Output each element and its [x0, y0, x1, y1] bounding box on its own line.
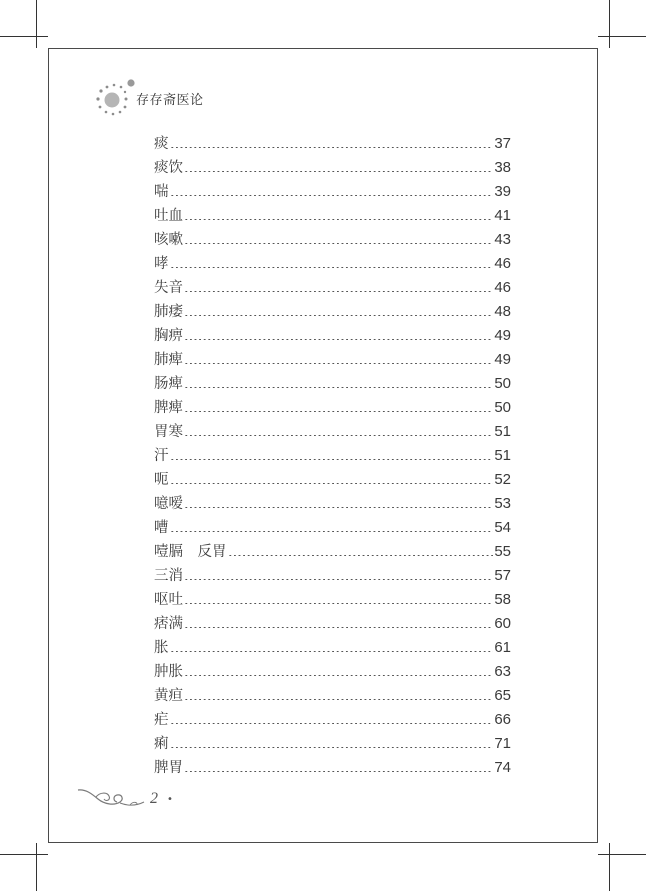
toc-dot-leader	[170, 651, 494, 652]
toc-entry-page: 55	[494, 543, 511, 560]
crop-mark	[609, 0, 610, 48]
toc-dot-leader	[184, 771, 493, 772]
toc-entry-page: 49	[494, 351, 511, 368]
toc-entry-title: 脾胃	[154, 760, 183, 776]
toc-entry-title: 呃	[154, 472, 169, 488]
toc-entry	[154, 516, 511, 540]
toc-entry-page: 49	[494, 327, 511, 344]
toc-entry-page: 71	[494, 735, 511, 752]
toc-dot-leader	[184, 363, 493, 364]
toc-entry-title: 胀	[154, 640, 169, 656]
crop-mark	[609, 843, 610, 891]
toc-entry-title: 胃寒	[154, 424, 183, 440]
toc-entry-title: 痢	[154, 736, 169, 752]
toc-entry-title: 失音	[154, 280, 183, 296]
toc-entry-title: 嘈	[154, 520, 169, 536]
crop-mark	[36, 0, 37, 48]
toc-entry-page: 46	[494, 255, 511, 272]
toc-entry	[154, 636, 511, 660]
toc-entry	[154, 372, 511, 396]
toc-entry-page: 51	[494, 447, 511, 464]
toc-entry	[154, 708, 511, 732]
toc-entry-page: 63	[494, 663, 511, 680]
toc-entry-title: 胸痹	[154, 328, 183, 344]
toc-entry-page: 57	[494, 567, 511, 584]
toc-entry-title: 痰	[154, 136, 169, 152]
page-number: 2	[150, 790, 158, 807]
toc-entry-page: 46	[494, 279, 511, 296]
toc-entry	[154, 276, 511, 300]
toc-entry-title: 噫嗳	[154, 496, 183, 512]
toc-dot-leader	[170, 267, 494, 268]
toc-dot-leader	[170, 531, 494, 532]
toc-entry-title: 噎膈 反胃	[154, 544, 227, 560]
toc-entry	[154, 324, 511, 348]
toc-entry-title: 三消	[154, 568, 183, 584]
toc-entry	[154, 204, 511, 228]
toc-entry-page: 60	[494, 615, 511, 632]
toc-entry-title: 疟	[154, 712, 169, 728]
toc-entry-page: 61	[494, 639, 511, 656]
toc-entry	[154, 540, 511, 564]
toc-entry-page: 38	[494, 159, 511, 176]
table-of-contents	[154, 132, 511, 780]
toc-dot-leader	[170, 483, 494, 484]
toc-entry	[154, 468, 511, 492]
toc-dot-leader	[170, 723, 494, 724]
crop-mark	[0, 854, 48, 855]
toc-dot-leader	[184, 507, 493, 508]
toc-entry-page: 74	[494, 759, 511, 776]
toc-dot-leader	[184, 243, 493, 244]
book-title: 存存斋医论	[136, 92, 204, 108]
toc-entry	[154, 396, 511, 420]
toc-entry	[154, 684, 511, 708]
toc-dot-leader	[170, 459, 494, 460]
toc-entry	[154, 156, 511, 180]
toc-dot-leader	[184, 339, 493, 340]
toc-entry-title: 痰饮	[154, 160, 183, 176]
toc-entry-title: 脾痺	[154, 400, 183, 416]
toc-entry-title: 黄疸	[154, 688, 183, 704]
toc-entry-title: 痞满	[154, 616, 183, 632]
toc-dot-leader	[184, 435, 493, 436]
toc-entry-page: 65	[494, 687, 511, 704]
toc-entry-page: 48	[494, 303, 511, 320]
toc-entry-title: 肺痺	[154, 352, 183, 368]
running-header	[94, 78, 204, 118]
toc-dot-leader	[184, 219, 493, 220]
logo-dots-icon	[94, 78, 136, 118]
toc-dot-leader	[170, 195, 494, 196]
toc-entry-page: 54	[494, 519, 511, 536]
footer-bullet: •	[167, 793, 173, 805]
crop-mark	[598, 854, 646, 855]
toc-entry-page: 51	[494, 423, 511, 440]
toc-entry	[154, 252, 511, 276]
toc-entry-page: 53	[494, 495, 511, 512]
toc-entry	[154, 444, 511, 468]
toc-entry-page: 50	[494, 399, 511, 416]
scroll-ornament-icon	[76, 786, 148, 812]
toc-entry	[154, 588, 511, 612]
toc-entry	[154, 420, 511, 444]
toc-entry-title: 汗	[154, 448, 169, 464]
toc-dot-leader	[184, 387, 493, 388]
toc-dot-leader	[184, 315, 493, 316]
toc-entry-title: 肠痺	[154, 376, 183, 392]
toc-entry-page: 66	[494, 711, 511, 728]
toc-entry	[154, 756, 511, 780]
toc-entry-page: 43	[494, 231, 511, 248]
toc-entry	[154, 660, 511, 684]
toc-entry	[154, 228, 511, 252]
toc-entry-page: 50	[494, 375, 511, 392]
toc-entry	[154, 492, 511, 516]
toc-entry	[154, 564, 511, 588]
toc-entry	[154, 180, 511, 204]
crop-mark	[0, 36, 48, 37]
toc-dot-leader	[184, 603, 493, 604]
toc-dot-leader	[184, 291, 493, 292]
toc-entry-title: 哮	[154, 256, 169, 272]
toc-dot-leader	[170, 747, 494, 748]
toc-entry-title: 喘	[154, 184, 169, 200]
toc-dot-leader	[184, 171, 493, 172]
toc-dot-leader	[170, 147, 494, 148]
toc-entry-title: 呕吐	[154, 592, 183, 608]
toc-entry-page: 52	[494, 471, 511, 488]
toc-entry-title: 咳嗽	[154, 232, 183, 248]
page-footer	[76, 786, 173, 812]
crop-mark	[36, 843, 37, 891]
toc-dot-leader	[228, 555, 494, 556]
toc-dot-leader	[184, 675, 493, 676]
toc-entry-page: 39	[494, 183, 511, 200]
toc-entry-title: 吐血	[154, 208, 183, 224]
toc-dot-leader	[184, 699, 493, 700]
toc-entry	[154, 348, 511, 372]
toc-entry-page: 37	[494, 135, 511, 152]
toc-entry	[154, 132, 511, 156]
toc-dot-leader	[184, 579, 493, 580]
toc-entry-title: 肿胀	[154, 664, 183, 680]
toc-entry-page: 58	[494, 591, 511, 608]
toc-dot-leader	[184, 411, 493, 412]
toc-entry-title: 肺痿	[154, 304, 183, 320]
toc-entry-page: 41	[494, 207, 511, 224]
toc-dot-leader	[184, 627, 493, 628]
toc-entry	[154, 300, 511, 324]
crop-mark	[598, 36, 646, 37]
toc-entry	[154, 732, 511, 756]
toc-entry	[154, 612, 511, 636]
